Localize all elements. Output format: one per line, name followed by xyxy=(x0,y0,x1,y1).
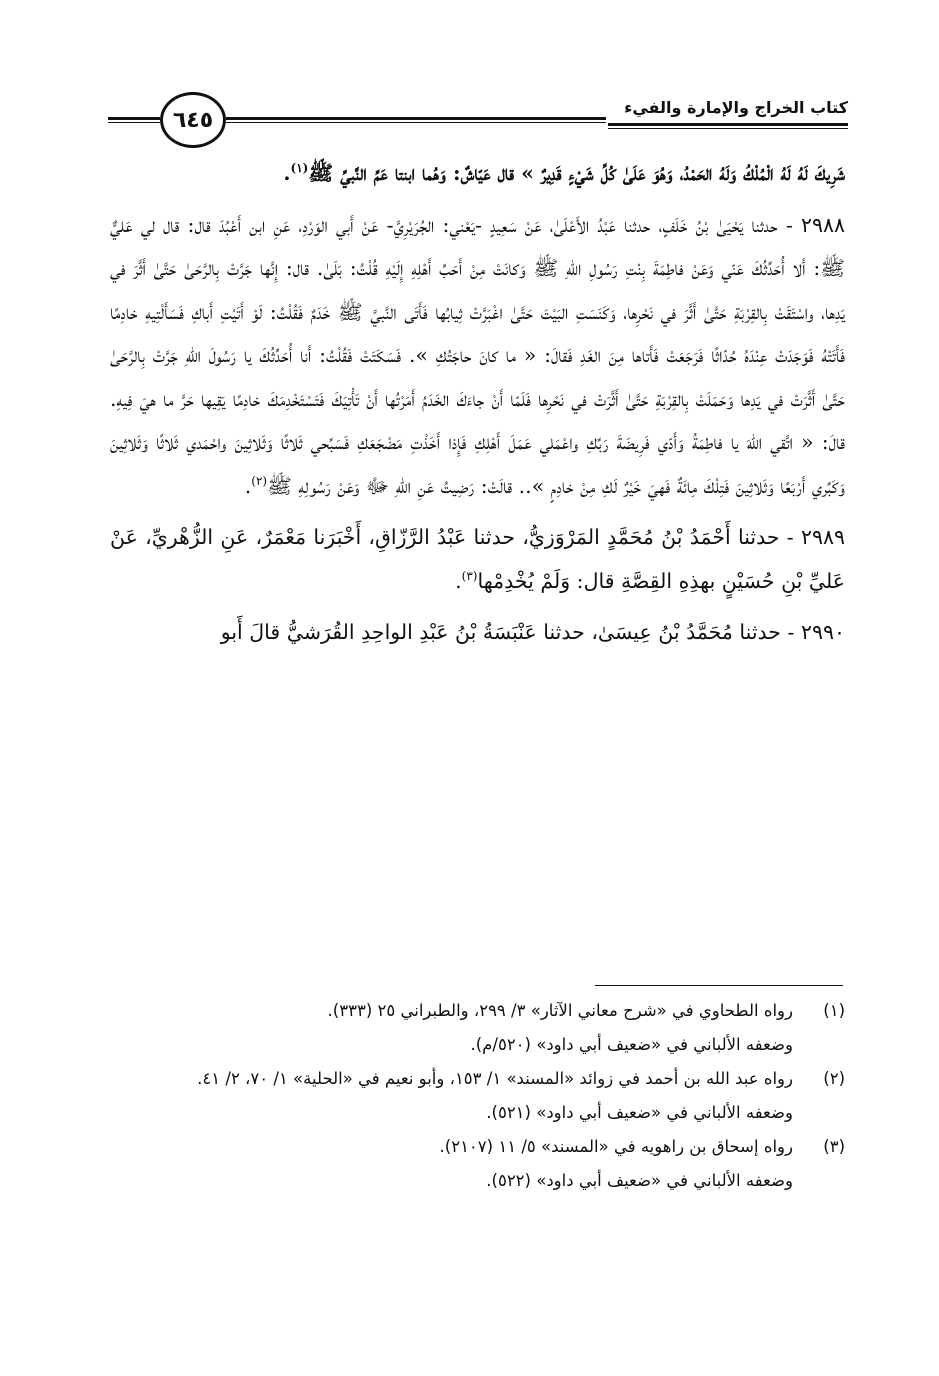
main-text xyxy=(110,152,845,655)
running-header xyxy=(108,92,848,152)
footnotes xyxy=(115,994,845,1198)
footnote-line: رواه إسحاق بن راهويه في «المسند» ٥/ ١١ (٢١٠٧). xyxy=(439,1137,793,1156)
book-title: كتاب الخراج والإمارة والفيء xyxy=(602,98,848,117)
footnote-ref: (٣) xyxy=(461,568,478,583)
header-rule xyxy=(226,122,606,123)
paragraph-continuation: شَرِيكَ لَهُ لَهُ الْمُلْكُ وَلَهُ الحَمْدُ، وَهُوَ عَلَىٰ كُلِّ شَيْءٍ قَدِيرٌ » قال عَيّاشٌ: وَهُما ابنتا عَمِّ النَّبيِّ ﷺ$^{(١)}$. xyxy=(283,161,845,185)
paragraph-text: شَرِيكَ لَهُ لَهُ الْمُلْكُ وَلَهُ الحَمْدُ، وَهُوَ عَلَىٰ كُلِّ شَيْءٍ قَدِيرٌ » قال عَيّاشٌ: وَهُما ابنتا عَمِّ النَّبيِّ ﷺ xyxy=(308,161,845,185)
footnote-body xyxy=(115,994,793,1062)
footnote-ref: (١) xyxy=(290,161,309,176)
header-rule xyxy=(226,117,606,120)
header-rule xyxy=(108,122,160,123)
footnote-1 xyxy=(115,994,845,1062)
footnote-line: وضعفه الألباني في «ضعيف أبي داود» (٥٢٠/م). xyxy=(470,1035,793,1054)
footnote-line: رواه عبد الله بن أحمد في زوائد «المسند» ١/ ١٥٣، وأبو نعيم في «الحلية» ١/ ٧٠، ٢/ ٤١. xyxy=(197,1069,793,1088)
footnote-3 xyxy=(115,1130,845,1198)
paragraph-text: ٢٩٨٨ - حدثنا يَحْيَىٰ بْنُ خَلَفٍ، حدثنا عَبْدُ الأَعْلَىٰ، عَنْ سَعِيدٍ -يَعْني: الجُرَيْرِيَّ- عَنْ أَبي الوَرْدِ، عَنِ ابن أَعْبُدَ قال: قال لي عَليٌّ ﷺ: أَلا أُحَدِّثُكَ عَنّي وَعَنْ فاطِمَةَ بِنْتِ رَسُولِ اللهِ ﷺ وَكانَتْ مِنْ أَحَبِّ أَهْلِهِ إِلَيْهِ قُلْتُ: بَلَىٰ. قال: إِنَّها جَرَّتْ بِالرَّحَىٰ حَتَّىٰ أَثَّرَ في يَدِها، واسْتَقَتْ بِالقِرْبَةِ حَتَّىٰ أَثَّرَ في نَحْرِها، وَكَنَسَتِ البَيْتَ حَتَّىٰ اغْبَرَّتْ ثِيابُها فَأَتَى النَّبيَّ ﷺ خَدَمٌ فَقُلْتُ: لَوْ أَتَيْتِ أَباكِ فَسَأَلْتِيهِ خادِمًا فَأَتَتْهُ فَوَجَدَتْ عِنْدَهُ حُدّاثًا فَرَجَعَتْ فَأَتاها مِنَ الغَدِ فَقالَ: « ما كانَ حاجَتُكِ ». فَسَكَتَتْ فَقُلْتُ: أَنا أُحَدِّثُكَ يا رَسُولَ اللهِ جَرَّتْ بِالرَّحَىٰ حَتَّىٰ أَثَّرَتْ في يَدِها وَحَمَلَتْ بِالقِرْبَةِ حَتَّىٰ أَثَّرَتْ في نَحْرِها فَلَمّا أَنْ جاءَكَ الخَدَمُ أَمَرْتُها أَنْ تَأْتِيَكَ فَتَسْتَخْدِمَكَ خادِمًا يَقِيها حَرَّ ما هيَ فِيهِ. قالَ: « اتَّقي اللهَ يا فاطِمَةُ وَأَدّي فَرِيضَةَ رَبِّكِ واعْمَلي عَمَلَ أَهْلِكِ فَإِذا أَخَذْتِ مَضْجَعَكِ فَسَبِّحي ثَلاثًا وَثَلاثِينَ واحْمَدي ثَلاثًا وَثَلاثِينَ وَكَبِّري أَرْبَعًا وَثَلاثِينَ فَتِلْكَ مِائَةٌ فَهيَ خَيْرٌ لَكِ مِنْ خادِمٍ ».. قالَتْ: رَضِيتُ عَنِ اللهِ ﷻ وَعَنْ رَسُولِهِ ﷺ xyxy=(110,212,845,498)
hadith-2990 xyxy=(110,611,845,655)
header-rule xyxy=(608,128,848,129)
footnote-2 xyxy=(115,1062,845,1130)
footnote-number: (٢) xyxy=(823,1069,845,1088)
hadith-2989: ٢٩٨٩ - حدثنا أَحْمَدُ بْنُ مُحَمَّدٍ المَرْوَزيُّ، حدثنا عَبْدُ الرَّزّاقِ، أَخْبَرَنا مَعْمَرٌ، عَنِ الزُّهْريِّ، عَنْ عَليِّ بْنِ حُسَيْنٍ بهذِهِ القِصَّةِ قال: وَلَمْ يُخْدِمْها$^{(٣)}$. xyxy=(110,525,845,593)
page-number: ٦٤٥ xyxy=(160,92,226,148)
footnote-separator xyxy=(595,985,843,986)
footnote-number: (١) xyxy=(823,1001,845,1020)
header-rule xyxy=(608,123,848,126)
footnote-body xyxy=(115,1130,793,1198)
footnote-number: (٣) xyxy=(823,1137,845,1156)
footnote-line: وضعفه الألباني في «ضعيف أبي داود» (٥٢١). xyxy=(486,1103,793,1122)
paragraph-text: ٢٩٩٠ - حدثنا مُحَمَّدُ بْنُ عِيسَىٰ، حدثنا عَنْبَسَةُ بْنُ عَبْدِ الواحِدِ القُرَشيُّ قالَ أَبو xyxy=(220,620,845,644)
hadith-2988: ٢٩٨٨ - حدثنا يَحْيَىٰ بْنُ خَلَفٍ، حدثنا عَبْدُ الأَعْلَىٰ، عَنْ سَعِيدٍ -يَعْني: الجُرَيْرِيَّ- عَنْ أَبي الوَرْدِ، عَنِ ابن أَعْبُدَ قال: قال لي عَليٌّ ﷺ: أَلا أُحَدِّثُكَ عَنّي وَعَنْ فاطِمَةَ بِنْتِ رَسُولِ اللهِ ﷺ وَكانَتْ مِنْ أَحَبِّ أَهْلِهِ إِلَيْهِ قُلْتُ: بَلَىٰ. قال: إِنَّها جَرَّتْ بِالرَّحَىٰ حَتَّىٰ أَثَّرَ في يَدِها، واسْتَقَتْ بِالقِرْبَةِ حَتَّىٰ أَثَّرَ في نَحْرِها، وَكَنَسَتِ البَيْتَ حَتَّىٰ اغْبَرَّتْ ثِيابُها فَأَتَى النَّبيَّ ﷺ خَدَمٌ فَقُلْتُ: لَوْ أَتَيْتِ أَباكِ فَسَأَلْتِيهِ خادِمًا فَأَتَتْهُ فَوَجَدَتْ عِنْدَهُ حُدّاثًا فَرَجَعَتْ فَأَتاها مِنَ الغَدِ فَقالَ: « ما كانَ حاجَتُكِ ». فَسَكَتَتْ فَقُلْتُ: أَنا أُحَدِّثُكَ يا رَسُولَ اللهِ جَرَّتْ بِالرَّحَىٰ حَتَّىٰ أَثَّرَتْ في يَدِها وَحَمَلَتْ بِالقِرْبَةِ حَتَّىٰ أَثَّرَتْ في نَحْرِها فَلَمّا أَنْ جاءَكَ الخَدَمُ أَمَرْتُها أَنْ تَأْتِيَكَ فَتَسْتَخْدِمَكَ خادِمًا يَقِيها حَرَّ ما هيَ فِيهِ. قالَ: « اتَّقي اللهَ يا فاطِمَةُ وَأَدّي فَرِيضَةَ رَبِّكِ واعْمَلي عَمَلَ أَهْلِكِ فَإِذا أَخَذْتِ مَضْجَعَكِ فَسَبِّحي ثَلاثًا وَثَلاثِينَ واحْمَدي ثَلاثًا وَثَلاثِينَ وَكَبِّري أَرْبَعًا وَثَلاثِينَ فَتِلْكَ مِائَةٌ فَهيَ خَيْرٌ لَكِ مِنْ خادِمٍ ».. قالَتْ: رَضِيتُ عَنِ اللهِ ﷻ وَعَنْ رَسُولِهِ ﷺ$^{(٢)}$. xyxy=(110,212,845,498)
footnote-body xyxy=(115,1062,793,1130)
footnote-line: وضعفه الألباني في «ضعيف أبي داود» (٥٢٢). xyxy=(486,1171,793,1190)
footnote-line: رواه الطحاوي في «شرح معاني الآثار» ٣/ ٢٩٩، والطبراني ٢٥ (٣٣٣). xyxy=(327,1001,793,1020)
header-rule xyxy=(108,117,160,120)
footnote-ref: (٢) xyxy=(251,473,268,488)
paragraph-text: ٢٩٨٩ - حدثنا أَحْمَدُ بْنُ مُحَمَّدٍ المَرْوَزيُّ، حدثنا عَبْدُ الرَّزّاقِ، أَخْبَرَنا مَعْمَرٌ، عَنِ الزُّهْريِّ، عَنْ عَليِّ بْنِ حُسَيْنٍ بهذِهِ القِصَّةِ قال: وَلَمْ يُخْدِمْها xyxy=(110,525,845,593)
